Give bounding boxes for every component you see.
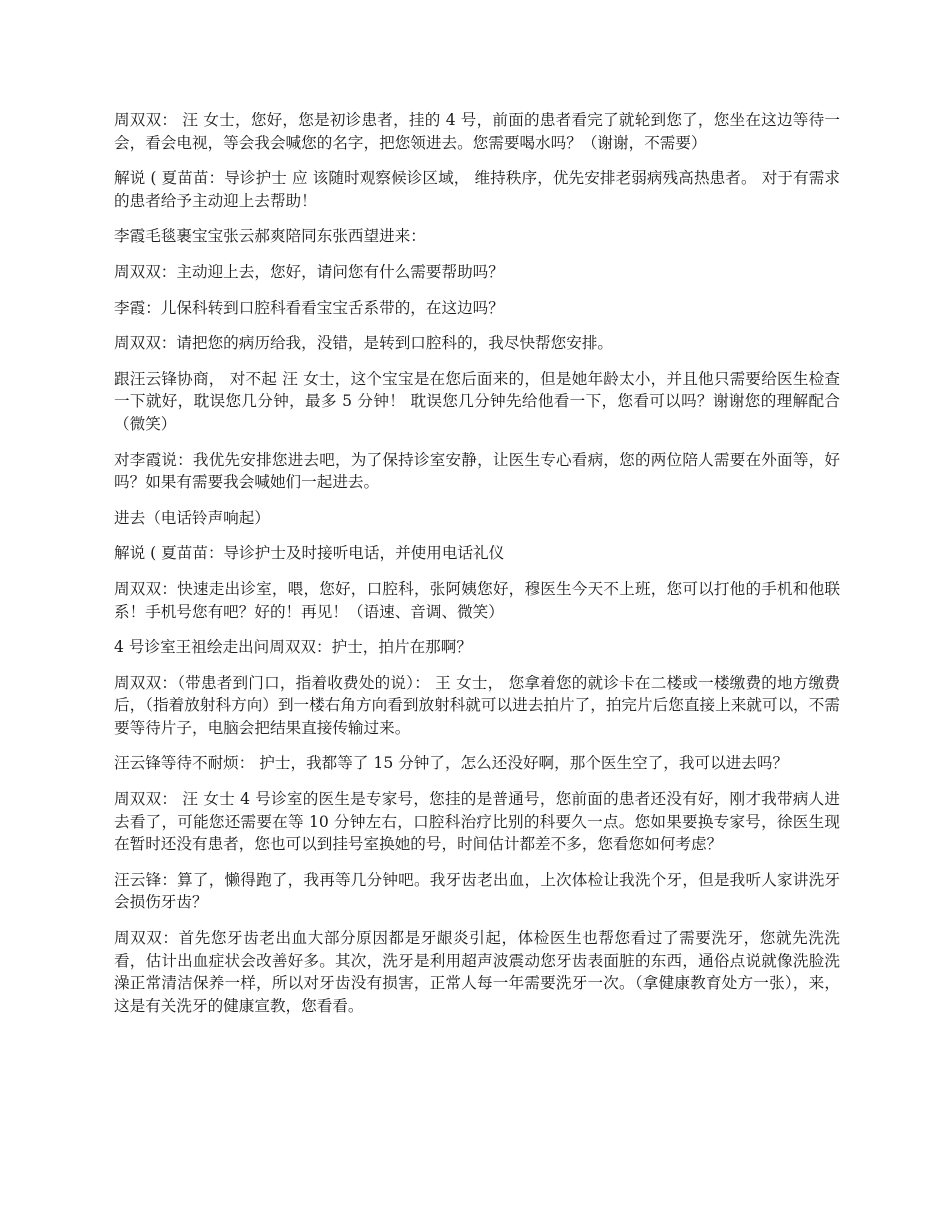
paragraph-16: 汪云锋：算了，懒得跑了，我再等几分钟吧。我牙齿老出血，上次体检让我洗个牙，但是我听人家讲洗牙会损伤牙齿？ xyxy=(114,870,840,912)
paragraph-14: 汪云锋等待不耐烦： 护士，我都等了 15 分钟了，怎么还没好啊，那个医生空了，我可以进去吗？ xyxy=(114,754,789,773)
paragraph-8: 对李霞说：我优先安排您进去吧，为了保持诊室安静，让医生专心看病，您的两位陪人需要在外面等，好吗？如果有需要我会喊她们一起进去。 xyxy=(114,450,840,492)
paragraph-1: 周双双： 汪 女士，您好，您是初诊患者，挂的 4 号，前面的患者看完了就轮到您了，您坐在这边等待一会，看会电视，等会我会喊您的名字，把您领进去。您需要喝水吗？（谢谢，不需要） xyxy=(114,111,840,152)
paragraph-15: 周双双： 汪 女士 4 号诊室的医生是专家号，您挂的是普通号，您前面的患者还没有好，刚才我带病人进去看了，可能您还需要在等 10 分钟左右，口腔科治疗比别的科要久一点。您如果要换专家号，徐医生现在暂时还没有患者，您也可以到挂号室换她的号，时间估计都差不多，您看您如何考虑？ xyxy=(114,790,840,854)
paragraph-13: 周双双：（带患者到门口，指着收费处的说）： 王 女士， 您拿着您的就诊卡在二楼或一楼缴费的地方缴费后，（指着放射科方向）到一楼右角方向看到放射科就可以进去拍片了，拍完片后您直接上来就可以，不需要等待片子，电脑会把结果直接传输过来。 xyxy=(114,673,840,737)
paragraph-7: 跟汪云锋协商， 对不起 汪 女士，这个宝宝是在您后面来的，但是她年龄太小，并且他只需要给医生检查一下就好，耽误您几分钟，最多 5 分钟！ 耽误您几分钟先给他看一下，您看可以吗？谢谢您的理解配合（微笑） xyxy=(114,369,840,433)
paragraph-9: 进去（电话铃声响起） xyxy=(114,508,270,527)
paragraph-17: 周双双：首先您牙齿老出血大部分原因都是牙龈炎引起，体检医生也帮您看过了需要洗牙，您就先洗洗看，估计出血症状会改善好多。其次，洗牙是利用超声波震动您牙齿表面脏的东西，通俗点说就像洗脸洗澡正常清洁保养一样，所以对牙齿没有损害，正常人每一年需要洗牙一次。（拿健康教育处方一张），来，这是有关洗牙的健康宣教，您看看。 xyxy=(114,929,840,1015)
paragraph-11: 周双双：快速走出诊室，喂，您好，口腔科，张阿姨您好，穆医生今天不上班，您可以打他的手机和他联系！手机号您有吧？好的！再见！（语速、音调、微笑） xyxy=(114,579,840,621)
paragraph-2: 解说 ( 夏苗苗：导诊护士 应 该随时观察候诊区域， 维持秩序，优先安排老弱病残高热患者。 对于有需求的患者给予主动迎上去帮助！ xyxy=(114,169,840,210)
paragraph-6: 周双双：请把您的病历给我，没错，是转到口腔科的，我尽快帮您安排。 xyxy=(114,334,614,353)
paragraph-5: 李霞：儿保科转到口腔科看看宝宝舌系带的，在这边吗？ xyxy=(114,298,504,317)
paragraph-10: 解说 ( 夏苗苗：导诊护士及时接听电话，并使用电话礼仪 xyxy=(114,544,505,563)
paragraph-4: 周双双：主动迎上去，您好，请问您有什么需要帮助吗？ xyxy=(114,262,504,281)
document-body xyxy=(114,109,840,1030)
paragraph-3: 李霞毛毯裹宝宝张云郝爽陪同东张西望进来： xyxy=(114,227,426,246)
paragraph-12: 4 号诊室王祖绘走出问周双双：护士，拍片在那啊？ xyxy=(114,638,472,657)
